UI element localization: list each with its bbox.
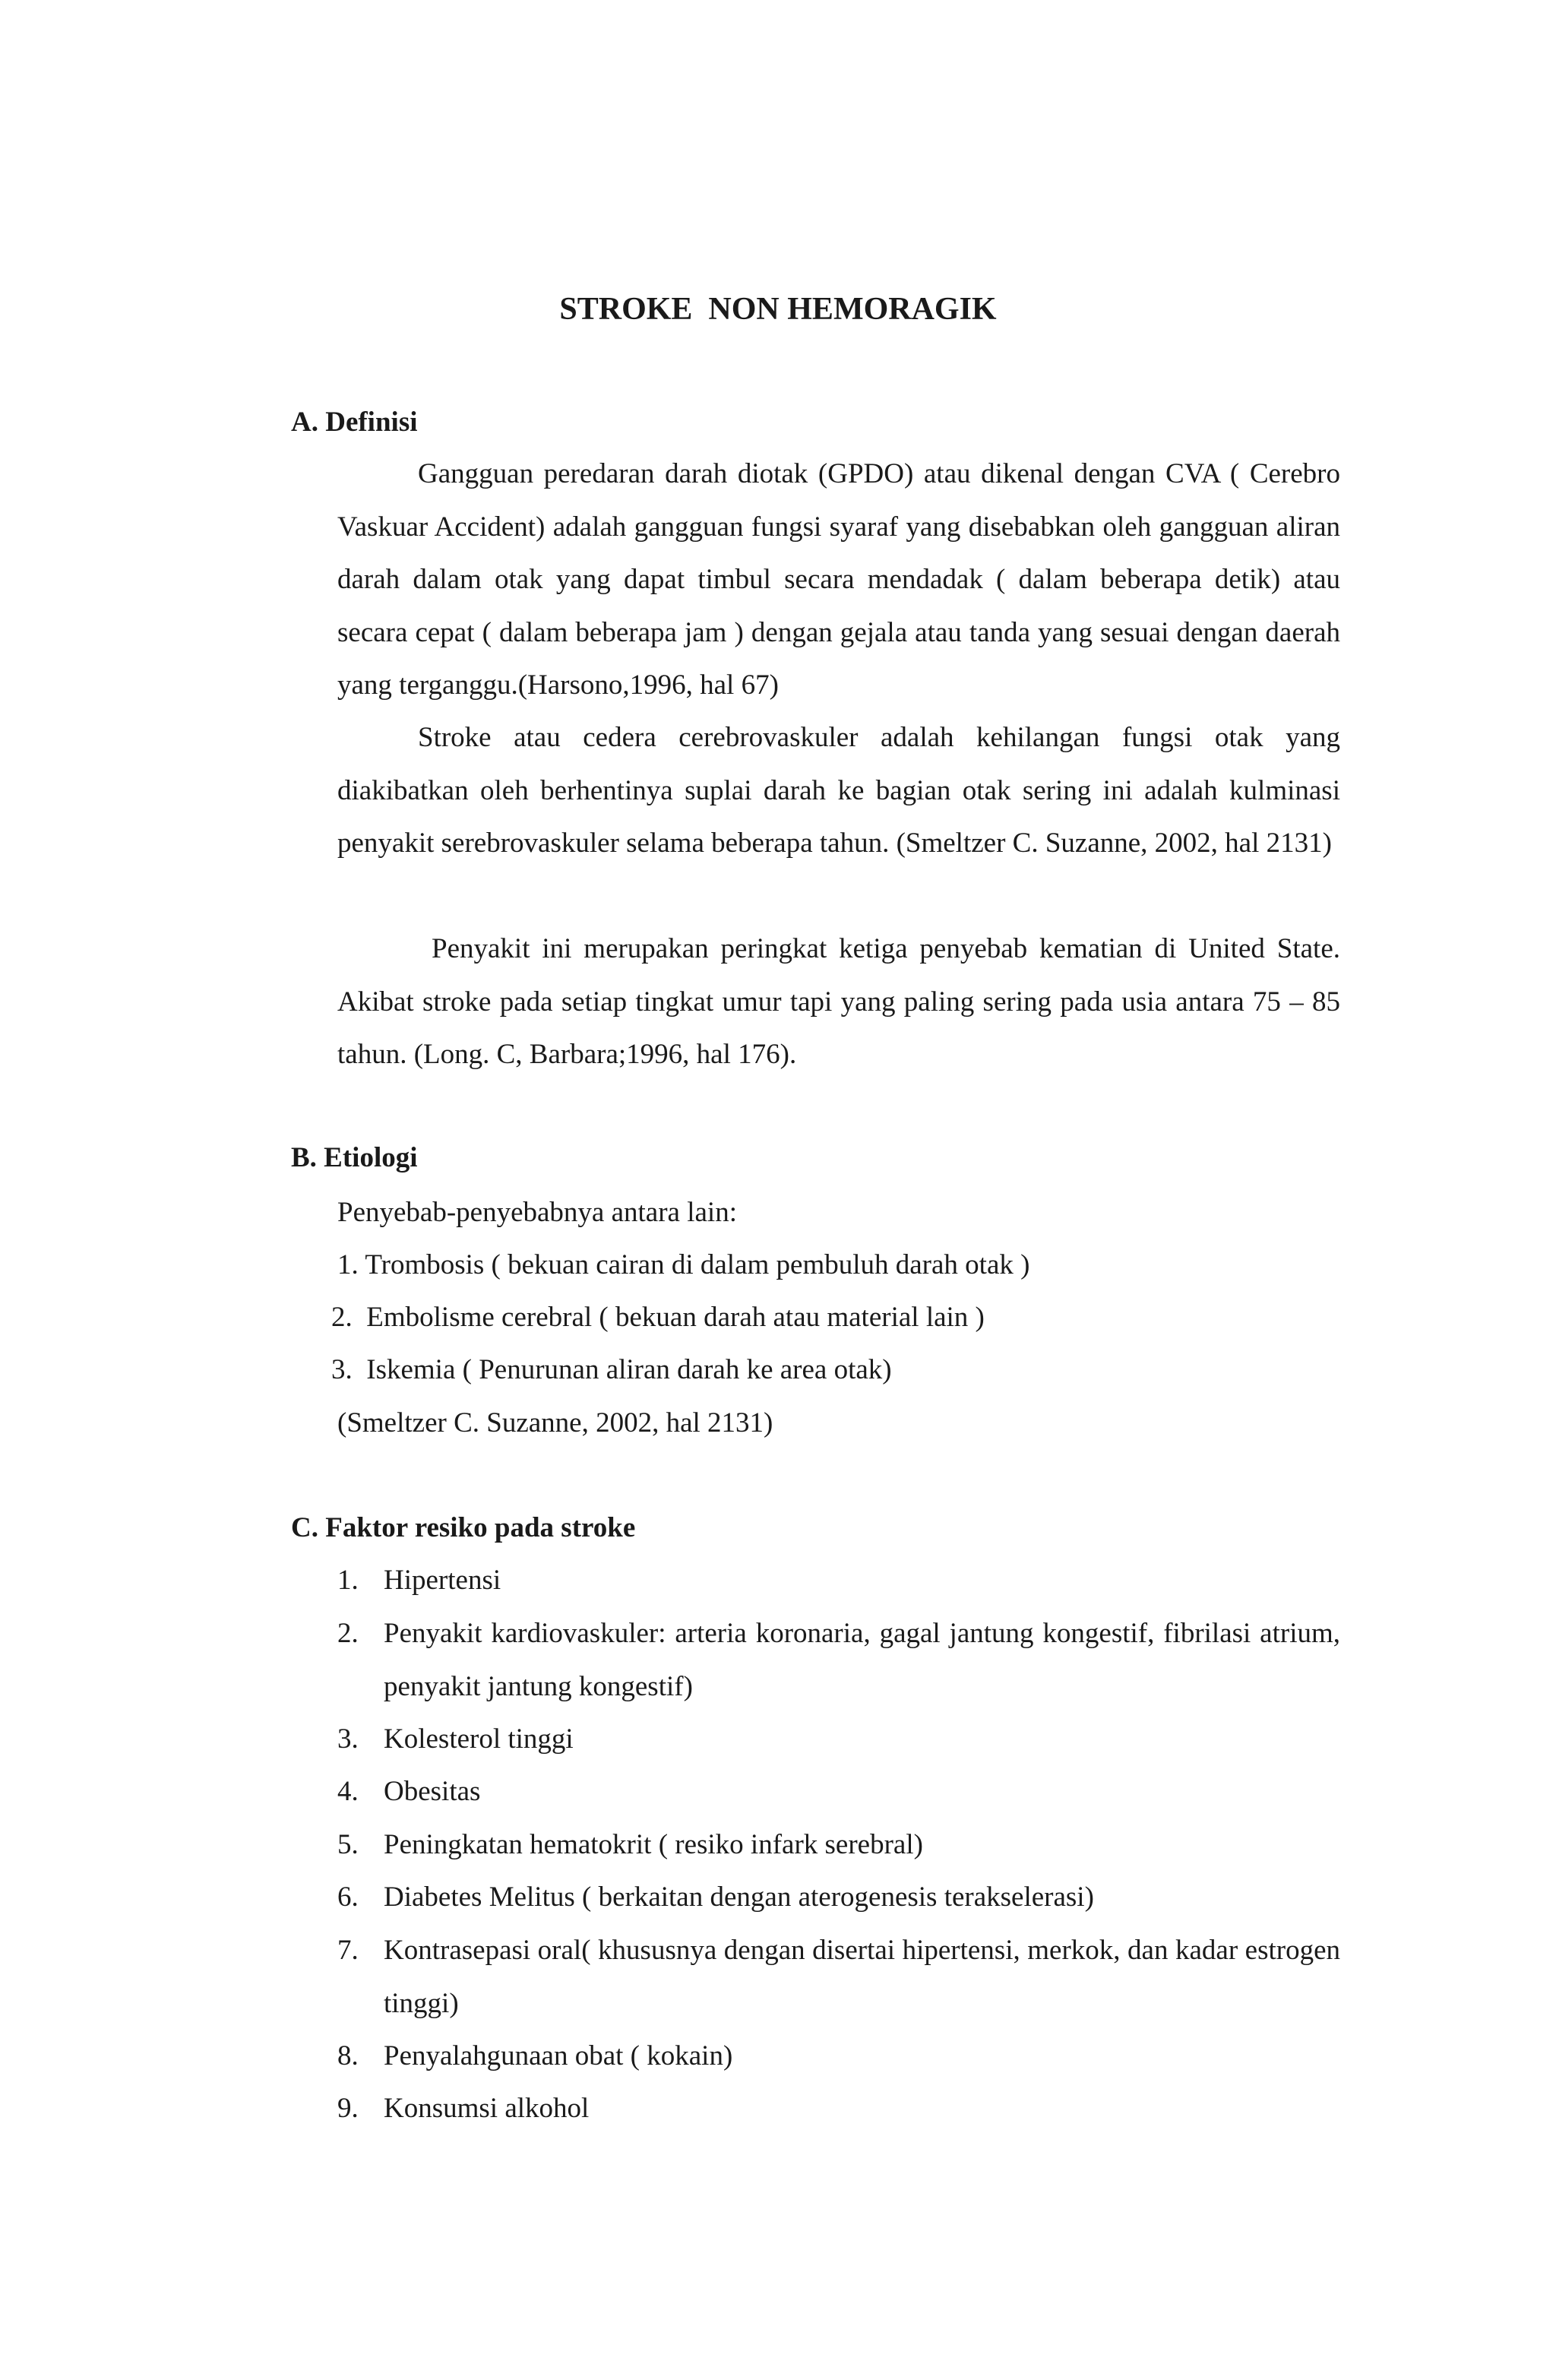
section-a-heading: A. Definisi [291, 407, 418, 438]
definisi-paragraph-3: Penyakit ini merupakan peringkat ketiga penyebab kematian di United State. Akibat stroke pada setiap tingkat umur tapi yang paling sering pada usia antara 75 – 85 tahun. (Long. C, Barbara;1996, hal 176). [337, 933, 1340, 1070]
document-title: STROKE NON HEMORAGIK [559, 292, 997, 327]
definisi-paragraph-1: Gangguan peredaran darah diotak (GPDO) atau dikenal dengan CVA ( Cerebro Vaskuar Accident) adalah gangguan fungsi syaraf yang disebabkan oleh gangguan aliran darah dalam otak yang dapat timbul secara mendadak ( dalam beberapa detik) atau secara cepat ( dalam beberapa jam ) dengan gejala atau tanda yang sesuai dengan daerah yang terganggu.(Harsono,1996, hal 67) [337, 458, 1340, 701]
risk-item-number: 8. [337, 2040, 359, 2071]
etiologi-item-3: 3. Iskemia ( Penurunan aliran darah ke area otak) [331, 1354, 892, 1385]
etiologi-citation: (Smeltzer C. Suzanne, 2002, hal 2131) [337, 1407, 773, 1438]
definisi-paragraph-2: Stroke atau cedera cerebrovaskuler adalah kehilangan fungsi otak yang diakibatkan oleh berhentinya suplai darah ke bagian otak sering ini adalah kulminasi penyakit serebrovaskuler selama beberapa tahun. (Smeltzer C. Suzanne, 2002, hal 2131) [337, 722, 1340, 859]
risk-item-text: Peningkatan hematokrit ( resiko infark serebral) [384, 1829, 923, 1860]
risk-item-number: 6. [337, 1882, 359, 1913]
risk-item-text: Konsumsi alkohol [384, 2093, 590, 2124]
risk-item-text: Obesitas [384, 1776, 481, 1807]
risk-item-text: Penyakit kardiovaskuler: arteria koronaria, gagal jantung kongestif, fibrilasi atrium, penyakit jantung kongestif) [384, 1618, 1340, 1702]
risk-item-number: 9. [337, 2093, 359, 2124]
risk-item-number: 2. [337, 1618, 359, 1649]
risk-item-number: 3. [337, 1723, 359, 1755]
section-c-heading: C. Faktor resiko pada stroke [291, 1512, 636, 1543]
etiologi-item-1: 1. Trombosis ( bekuan cairan di dalam pembuluh darah otak ) [337, 1249, 1030, 1280]
risk-item-number: 1. [337, 1565, 359, 1596]
risk-item-text: Kolesterol tinggi [384, 1723, 574, 1755]
etiologi-intro: Penyebab-penyebabnya antara lain: [337, 1197, 737, 1228]
risk-item-text: Hipertensi [384, 1565, 501, 1596]
etiologi-item-2: 2. Embolisme cerebral ( bekuan darah atau material lain ) [331, 1302, 985, 1333]
risk-item-text: Penyalahgunaan obat ( kokain) [384, 2040, 733, 2071]
risk-item-number: 5. [337, 1829, 359, 1860]
risk-item-number: 4. [337, 1776, 359, 1807]
risk-item-text: Kontrasepasi oral( khususnya dengan disertai hipertensi, merkok, dan kadar estrogen tinggi) [384, 1935, 1340, 2019]
risk-item-text: Diabetes Melitus ( berkaitan dengan aterogenesis terakselerasi) [384, 1882, 1094, 1913]
section-b-heading: B. Etiologi [291, 1142, 418, 1173]
risk-item-number: 7. [337, 1935, 359, 1966]
